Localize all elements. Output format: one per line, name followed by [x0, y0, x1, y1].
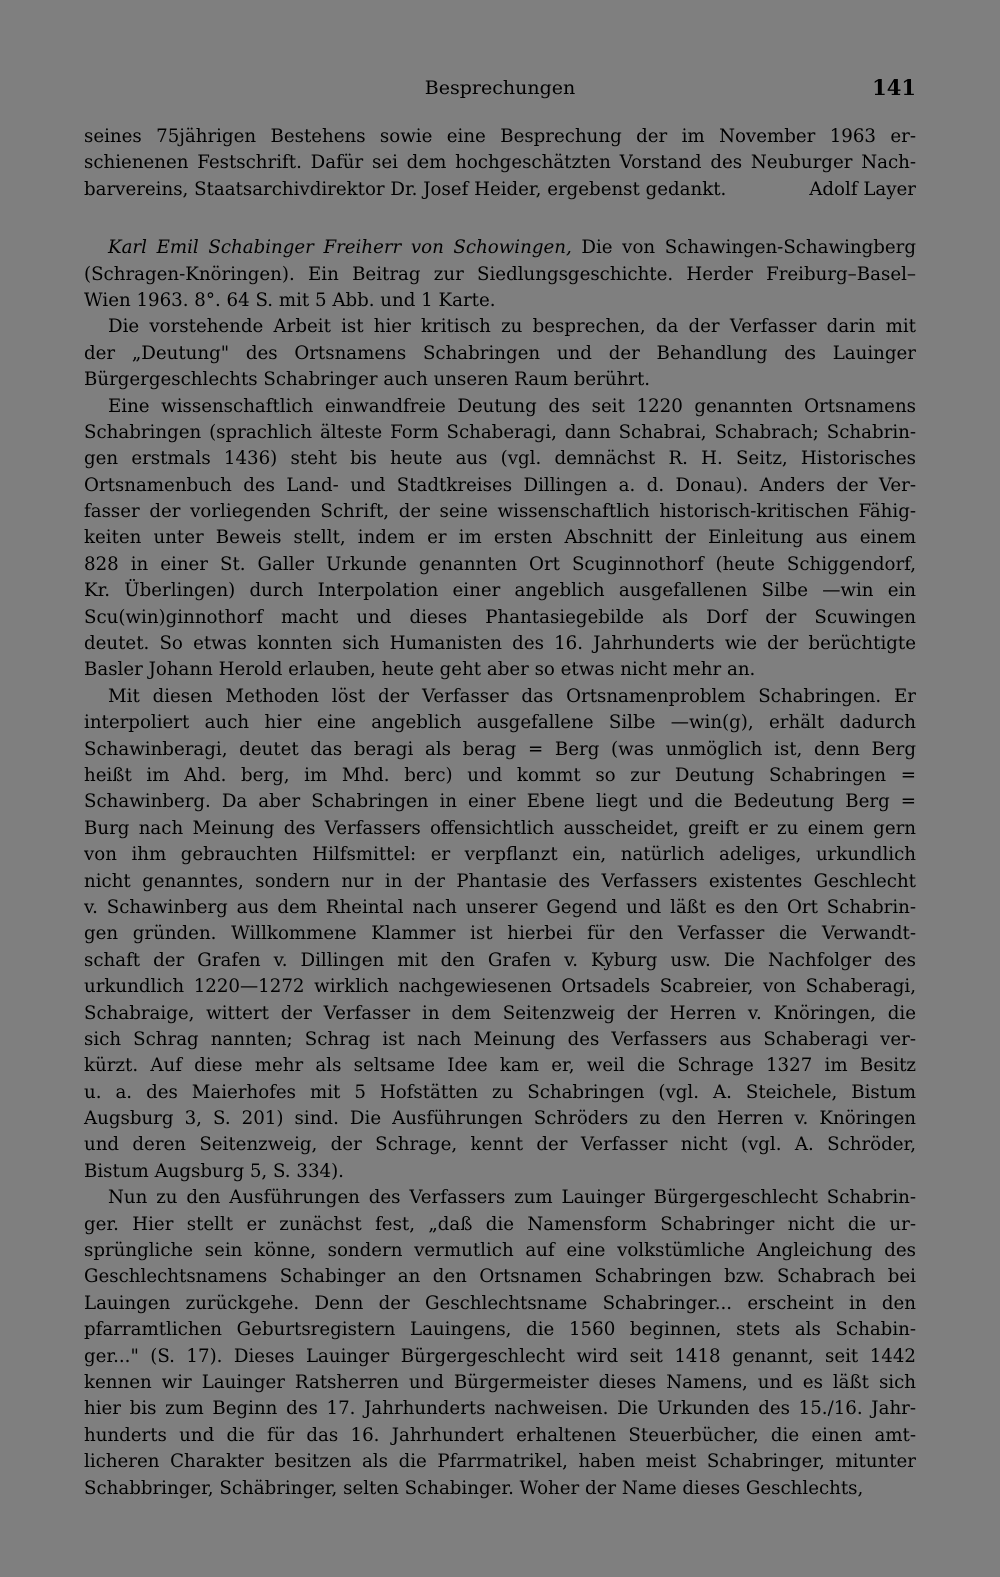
text-line: interpoliert auch hier eine angeblich ausgefallene Silbe —win(g), erhält dadurch: [84, 712, 916, 734]
text-line: Basler Johann Herold erlauben, heute geht aber so etwas nicht mehr an.: [84, 659, 756, 681]
text-line: hier bis zum Beginn des 17. Jahrhunderts nachweisen. Die Urkunden des 15./16. Jahr-: [84, 1398, 916, 1420]
text-line: Geschlechtsnamens Schabinger an den Ortsnamen Schabringen bzw. Schabrach bei: [84, 1266, 916, 1288]
text-line: Ortsnamenbuch des Land- und Stadtkreises Dillingen a. d. Donau). Anders der Ver-: [84, 474, 916, 496]
text-line: und deren Seitenzweig, der Schrage, kennt der Verfasser nicht (vgl. A. Schröder,: [84, 1134, 916, 1156]
text-line: nicht genanntes, sondern nur in der Phantasie des Verfassers existentes Geschlecht: [84, 870, 916, 892]
text-line: Bistum Augsburg 5, S. 334).: [84, 1160, 344, 1182]
text-line: gen gründen. Willkommene Klammer ist hierbei für den Verfasser die Verwandt-: [84, 923, 916, 945]
text-line: kennen wir Lauinger Ratsherren und Bürgermeister dieses Namens, und es läßt sich: [84, 1371, 916, 1393]
text-line: Schabraige, wittert der Verfasser in dem Seitenzweig der Herren v. Knöringen, die: [84, 1002, 916, 1024]
paragraph: [84, 1185, 916, 1502]
page-number: 141: [872, 75, 916, 100]
text-line: Lauingen zurückgehe. Denn der Geschlechtsname Schabringer... erscheint in den: [84, 1292, 916, 1314]
paragraph: [84, 394, 916, 684]
previous-review-end: [84, 124, 916, 203]
text-line: pfarramtlichen Geburtsregistern Lauingens, die 1560 beginnen, stets als Schabin-: [84, 1319, 916, 1341]
text-line: Schawinberg. Da aber Schabringen in einer Ebene liegt und die Bedeutung Berg =: [84, 791, 916, 813]
text-line: fasser der vorliegenden Schrift, der seine wissenschaftlich historisch-kritischen Fähig-: [84, 501, 916, 523]
text-line: der „Deutung" des Ortsnamens Schabringen und der Behandlung des Lauinger: [84, 342, 916, 364]
text-line: Mit diesen Methoden löst der Verfasser das Ortsnamenproblem Schabringen. Er: [108, 685, 916, 707]
text-line-content: barvereins, Staatsarchivdirektor Dr. Josef Heider, ergebenst gedankt.: [84, 178, 727, 200]
text-line: gen erstmals 1436) steht bis heute aus (vgl. demnächst R. H. Seitz, Historisches: [84, 448, 916, 470]
text-line: Schabringen (sprachlich älteste Form Schaberagi, dann Schabrai, Schabrach; Schabrin-: [84, 421, 916, 443]
text-line: v. Schawinberg aus dem Rheintal nach unserer Gegend und läßt es den Ort Schabrin-: [84, 896, 916, 918]
text-line: schaft der Grafen v. Dillingen mit den Grafen v. Kyburg usw. Die Nachfolger des: [84, 949, 916, 971]
text-line-with-signature: [84, 177, 916, 203]
text-line: sprüngliche sein könne, sondern vermutlich auf eine volkstümliche Angleichung des: [84, 1240, 916, 1262]
text-line: heißt im Ahd. berg, im Mhd. berc) und kommt so zur Deutung Schabringen =: [84, 764, 916, 786]
text-line: hunderts und die für das 16. Jahrhundert erhaltenen Steuerbücher, die einen amt-: [84, 1424, 916, 1446]
text-line: Scu(win)ginnothorf macht und dieses Phantasiegebilde als Dorf der Scuwingen: [84, 606, 916, 628]
page-body: [84, 124, 916, 1502]
text-line: Die vorstehende Arbeit ist hier kritisch zu besprechen, da der Verfasser darin mit: [108, 316, 916, 338]
text-line: sich Schrag nannten; Schrag ist nach Meinung des Verfassers aus Schaberagi ver-: [84, 1028, 916, 1050]
running-head: Besprechungen: [424, 77, 576, 99]
text-line: Schawinberagi, deutet das beragi als berag = Berg (was unmöglich ist, denn Berg: [84, 738, 916, 760]
text-line: ger. Hier stellt er zunächst fest, „daß die Namensform Schabringer nicht die ur-: [84, 1213, 916, 1235]
book-title-start: Die von Schawingen-Schawingberg: [571, 237, 916, 259]
section-gap: [84, 203, 916, 235]
text-line: Burg nach Meinung des Verfassers offensichtlich ausscheidet, greift er zu einem gern: [84, 817, 916, 839]
book-author: Karl Emil Schabinger Freiherr von Schowingen,: [108, 237, 572, 259]
text-line: deutet. So etwas konnten sich Humanisten des 16. Jahrhunderts wie der berüchtigte: [84, 633, 916, 655]
text-line: licheren Charakter besitzen als die Pfarrmatrikel, haben meist Schabringer, mitunter: [84, 1451, 916, 1473]
text-line: Kr. Überlingen) durch Interpolation einer angeblich ausgefallenen Silbe —win ein: [84, 580, 916, 602]
text-line: Nun zu den Ausführungen des Verfassers zum Lauinger Bürgergeschlecht Schabrin-: [108, 1187, 916, 1209]
page-header: [0, 74, 1000, 104]
text-line: Eine wissenschaftlich einwandfreie Deutung des seit 1220 genannten Ortsnamens: [108, 395, 916, 417]
text-line: von ihm gebrauchten Hilfsmittel: er verpflanzt ein, natürlich adeliges, urkundlich: [84, 844, 916, 866]
text-line: keiten unter Beweis stellt, indem er im ersten Abschnitt der Einleitung aus einem: [84, 527, 916, 549]
text-line: seines 75jährigen Bestehens sowie eine Besprechung der im November 1963 er-: [84, 126, 916, 147]
paragraph: [84, 684, 916, 1185]
review-citation: [84, 235, 916, 314]
text-line: urkundlich 1220—1272 wirklich nachgewiesenen Ortsadels Scabreier, von Schaberagi,: [84, 976, 916, 998]
citation-line: (Schragen-Knöringen). Ein Beitrag zur Siedlungsgeschichte. Herder Freiburg–Basel–: [84, 263, 916, 285]
text-line: Schabbringer, Schäbringer, selten Schabinger. Woher der Name dieses Geschlechts,: [84, 1477, 864, 1499]
reviewer-signature: Adolf Layer: [809, 178, 916, 200]
paragraph: [84, 314, 916, 393]
text-line: ger..." (S. 17). Dieses Lauinger Bürgergeschlecht wird seit 1418 genannt, seit 1442: [84, 1345, 916, 1367]
citation-line: Wien 1963. 8°. 64 S. mit 5 Abb. und 1 Karte.: [84, 289, 496, 311]
text-line: u. a. des Maierhofes mit 5 Hofstätten zu Schabringen (vgl. A. Steichele, Bistum: [84, 1081, 916, 1103]
citation-first-line: [84, 235, 916, 261]
text-line: kürzt. Auf diese mehr als seltsame Idee kam er, weil die Schrage 1327 im Besitz: [84, 1055, 916, 1077]
text-line: schienenen Festschrift. Dafür sei dem hochgeschätzten Vorstand des Neuburger Nach-: [84, 152, 916, 174]
text-line: 828 in einer St. Galler Urkunde genannten Ort Scuginnothorf (heute Schiggendorf,: [84, 553, 916, 575]
text-line: Augsburg 3, S. 201) sind. Die Ausführungen Schröders zu den Herren v. Knöringen: [84, 1108, 916, 1130]
review-paragraphs: [84, 314, 916, 1502]
text-line: Bürgergeschlechts Schabringer auch unseren Raum berührt.: [84, 369, 651, 391]
